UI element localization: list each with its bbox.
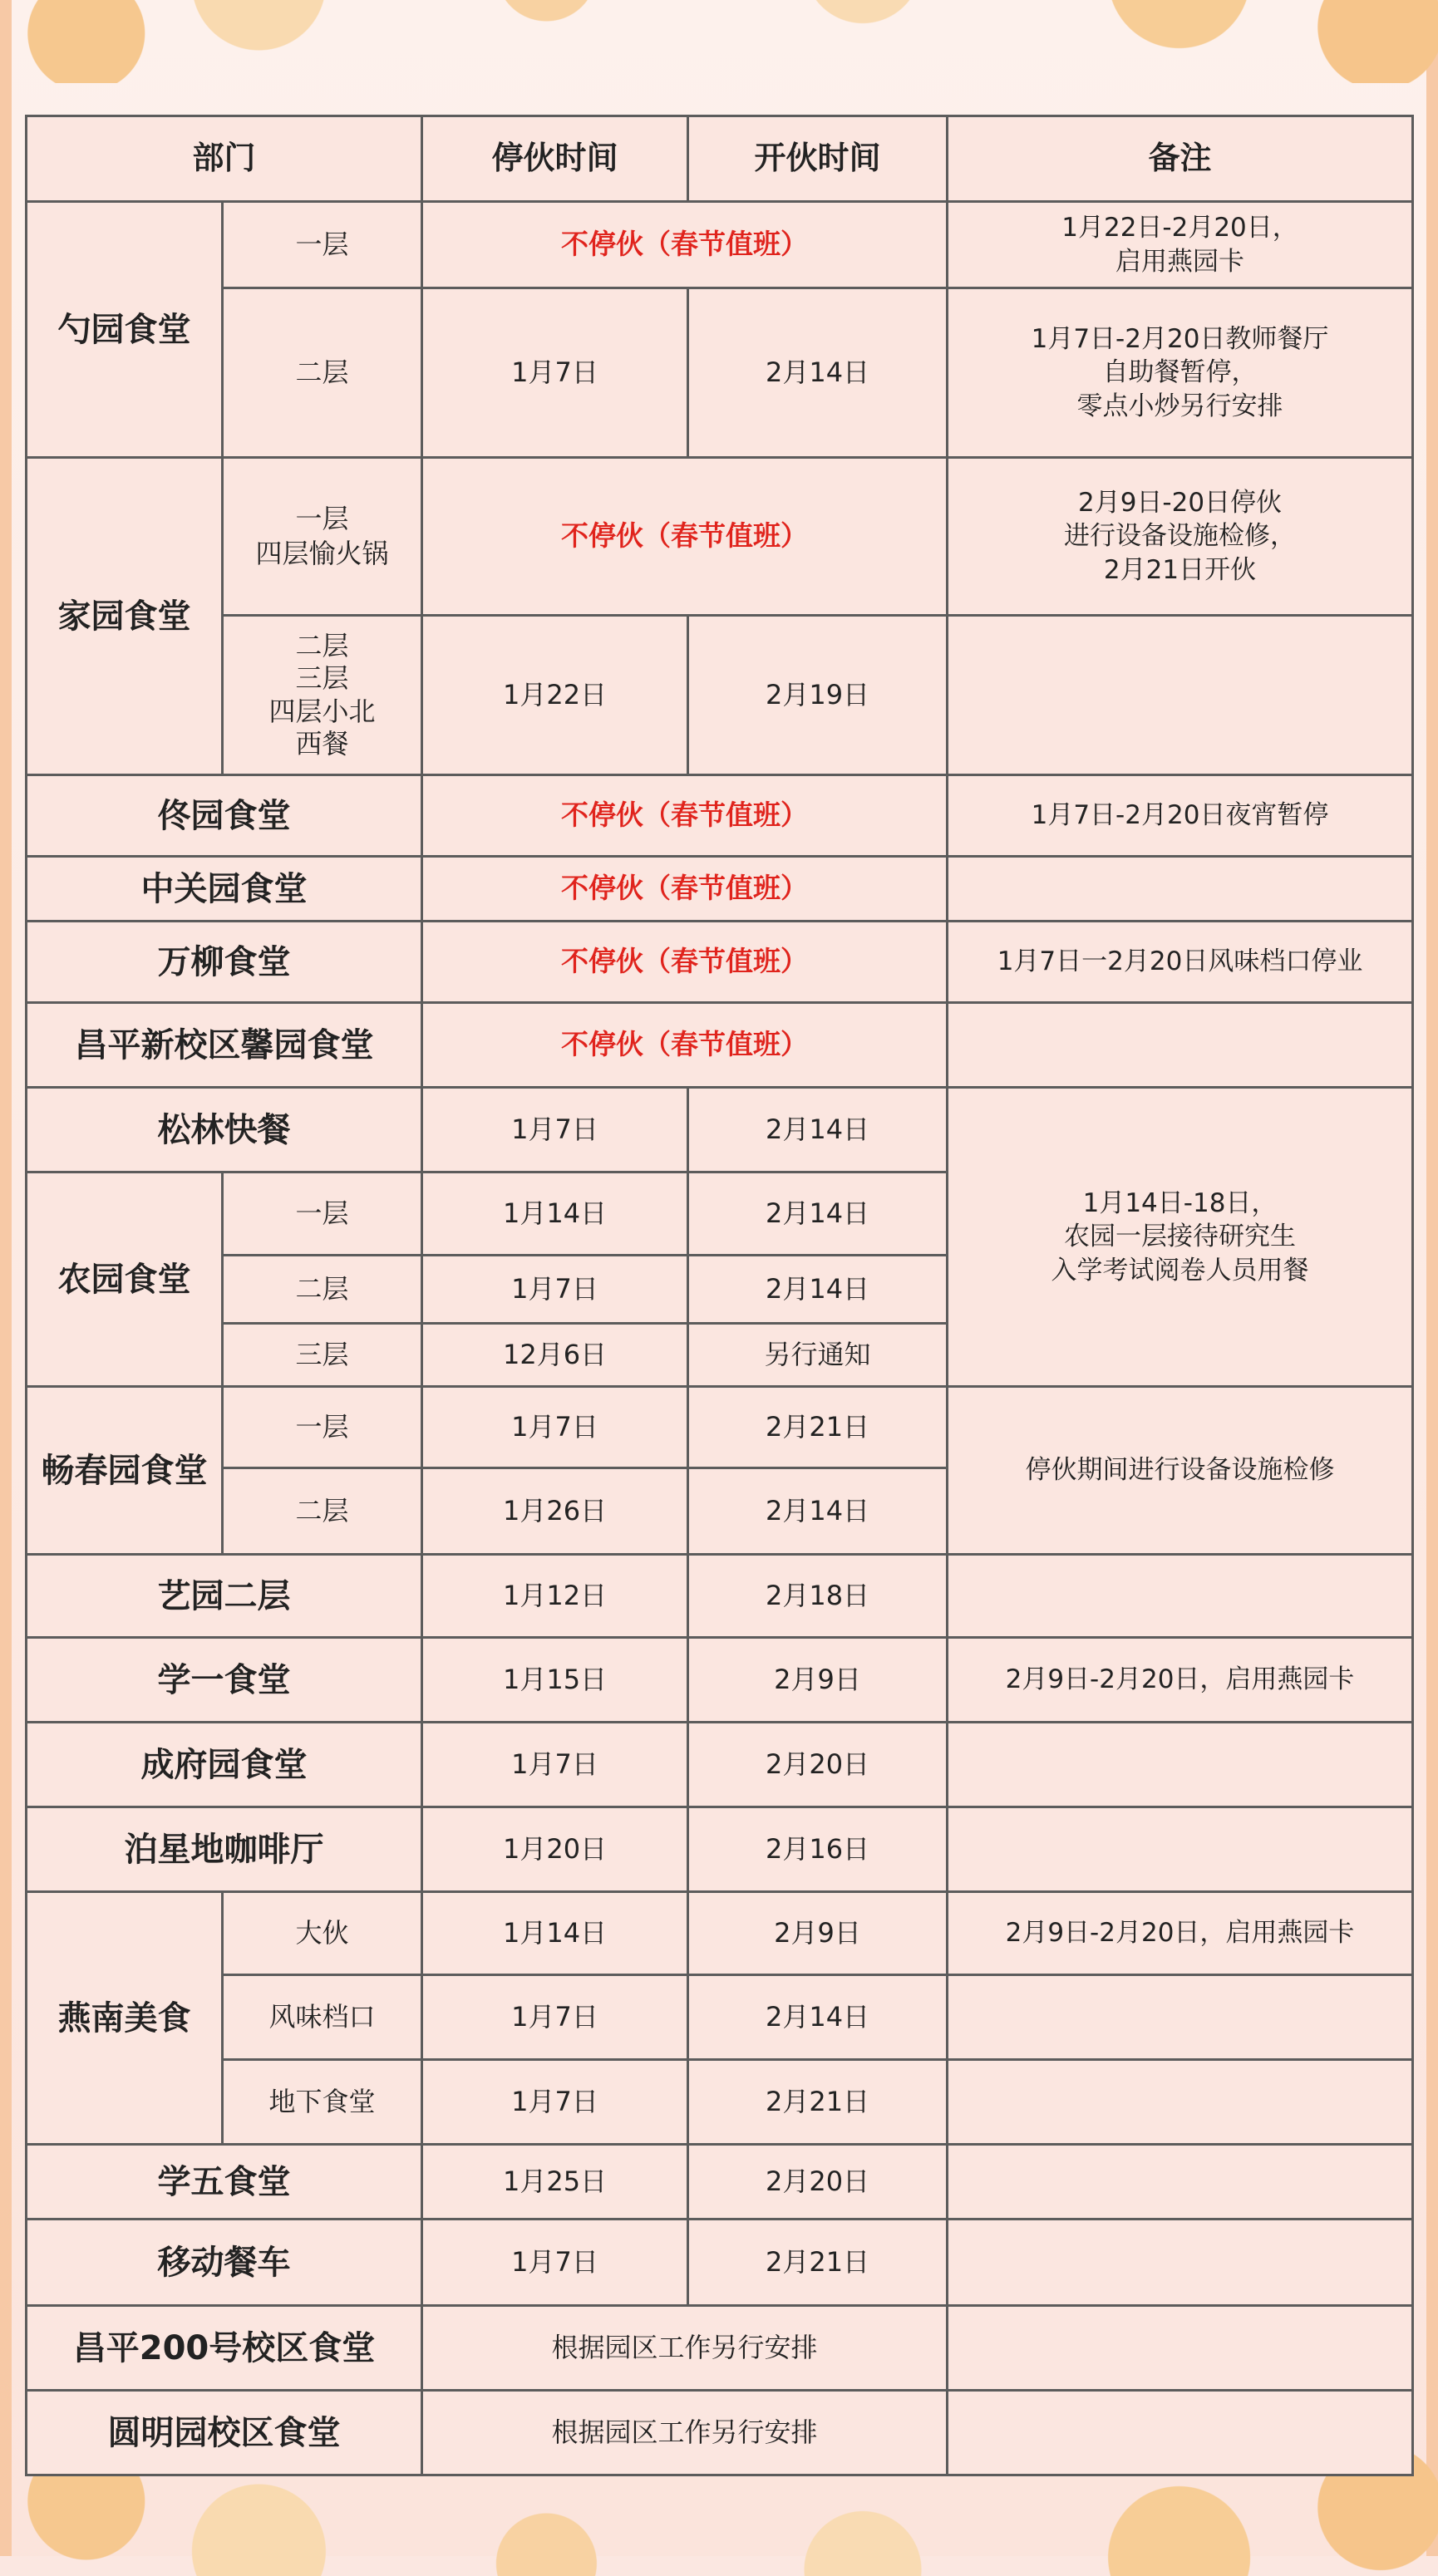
sub-floor: 三层 [223, 1324, 422, 1387]
start-date: 2月14日 [688, 1172, 948, 1256]
table-row [27, 2060, 1413, 2145]
stop-date: 1月14日 [422, 1892, 688, 1975]
stop-date: 1月7日 [422, 1975, 688, 2060]
start-date: 2月14日 [688, 1975, 948, 2060]
dept-name: 昌平200号校区食堂 [27, 2306, 422, 2391]
dept-name: 家园食堂 [27, 458, 223, 775]
dept-name: 昌平新校区馨园食堂 [27, 1003, 422, 1088]
start-date: 2月21日 [688, 2220, 948, 2306]
start-date: 2月21日 [688, 2060, 948, 2145]
start-date: 2月9日 [688, 1638, 948, 1723]
note-cell: 2月9日-2月20日，启用燕园卡 [948, 1892, 1413, 1975]
start-date: 2月20日 [688, 2145, 948, 2220]
sub-floor: 一层 [223, 202, 422, 288]
start-date: 2月14日 [688, 288, 948, 458]
stop-date: 1月12日 [422, 1555, 688, 1638]
note-cell: 停伙期间进行设备设施检修 [948, 1387, 1413, 1555]
sub-floor: 二层 [223, 1256, 422, 1324]
stop-date: 1月7日 [422, 2220, 688, 2306]
table-row [27, 2145, 1413, 2220]
header-row [27, 116, 1413, 202]
table-row [27, 1003, 1413, 1088]
dept-name: 中关园食堂 [27, 857, 422, 922]
note-cell [948, 2220, 1413, 2306]
start-date: 2月18日 [688, 1555, 948, 1638]
start-date: 2月20日 [688, 1723, 948, 1807]
note-cell [948, 2145, 1413, 2220]
table-row [27, 857, 1413, 922]
header-note: 备注 [948, 116, 1413, 202]
start-date: 2月16日 [688, 1807, 948, 1892]
table-row [27, 1892, 1413, 1975]
table-row [27, 202, 1413, 288]
stop-date: 1月25日 [422, 2145, 688, 2220]
stop-date: 1月7日 [422, 1387, 688, 1468]
status-cell: 不停伙（春节值班） [422, 857, 948, 922]
sub-floor: 一层 [223, 1387, 422, 1468]
dept-name: 佟园食堂 [27, 775, 422, 857]
start-date: 2月21日 [688, 1387, 948, 1468]
start-date: 2月9日 [688, 1892, 948, 1975]
stop-date: 1月15日 [422, 1638, 688, 1723]
stop-date: 1月14日 [422, 1172, 688, 1256]
dept-name: 燕南美食 [27, 1892, 223, 2145]
cloud-decoration-top [0, 0, 1438, 83]
status-cell: 根据园区工作另行安排 [422, 2306, 948, 2391]
note-cell: 1月7日-2月20日教师餐厅 自助餐暂停， 零点小炒另行安排 [948, 288, 1413, 458]
table-row [27, 2220, 1413, 2306]
note-cell: 2月9日-20日停伙 进行设备设施检修， 2月21日开伙 [948, 458, 1413, 616]
note-cell: 2月9日-2月20日，启用燕园卡 [948, 1638, 1413, 1723]
table-row [27, 458, 1413, 616]
table-row [27, 1555, 1413, 1638]
dept-name: 泊星地咖啡厅 [27, 1807, 422, 1892]
table-row [27, 1088, 1413, 1172]
sub-floor: 一层 四层愉火锅 [223, 458, 422, 616]
header-start-time: 开伙时间 [688, 116, 948, 202]
dept-name: 农园食堂 [27, 1172, 223, 1387]
start-date: 2月14日 [688, 1088, 948, 1172]
note-cell [948, 1555, 1413, 1638]
canteen-schedule-table [25, 115, 1414, 2476]
sub-floor: 二层 [223, 1468, 422, 1555]
status-cell: 不停伙（春节值班） [422, 775, 948, 857]
status-cell: 不停伙（春节值班） [422, 922, 948, 1003]
dept-name: 勺园食堂 [27, 202, 223, 458]
table-row [27, 1638, 1413, 1723]
note-cell [948, 2306, 1413, 2391]
status-cell: 不停伙（春节值班） [422, 1003, 948, 1088]
sub-floor: 一层 [223, 1172, 422, 1256]
note-cell [948, 1807, 1413, 1892]
status-cell: 不停伙（春节值班） [422, 202, 948, 288]
start-date: 2月14日 [688, 1256, 948, 1324]
dept-name: 成府园食堂 [27, 1723, 422, 1807]
dept-name: 圆明园校区食堂 [27, 2391, 422, 2475]
table-row [27, 1975, 1413, 2060]
table-row [27, 775, 1413, 857]
stop-date: 1月7日 [422, 1088, 688, 1172]
status-cell: 不停伙（春节值班） [422, 458, 948, 616]
dept-name: 学一食堂 [27, 1638, 422, 1723]
sub-floor: 大伙 [223, 1892, 422, 1975]
dept-name: 学五食堂 [27, 2145, 422, 2220]
dept-name: 松林快餐 [27, 1088, 422, 1172]
note-cell [948, 1975, 1413, 2060]
table-row [27, 2306, 1413, 2391]
stop-date: 1月7日 [422, 1723, 688, 1807]
sub-floor: 地下食堂 [223, 2060, 422, 2145]
dept-name: 移动餐车 [27, 2220, 422, 2306]
status-cell: 根据园区工作另行安排 [422, 2391, 948, 2475]
sub-floor: 二层 [223, 288, 422, 458]
stop-date: 12月6日 [422, 1324, 688, 1387]
stop-date: 1月7日 [422, 1256, 688, 1324]
table-row [27, 1807, 1413, 1892]
note-cell [948, 616, 1413, 775]
note-cell: 1月7日一2月20日风味档口停业 [948, 922, 1413, 1003]
note-cell [948, 857, 1413, 922]
note-cell [948, 2060, 1413, 2145]
start-date: 另行通知 [688, 1324, 948, 1387]
stop-date: 1月26日 [422, 1468, 688, 1555]
note-cell [948, 1003, 1413, 1088]
table-row [27, 288, 1413, 458]
stop-date: 1月7日 [422, 288, 688, 458]
table-row [27, 616, 1413, 775]
dept-name: 艺园二层 [27, 1555, 422, 1638]
sub-floor: 风味档口 [223, 1975, 422, 2060]
note-cell: 1月7日-2月20日夜宵暂停 [948, 775, 1413, 857]
stop-date: 1月7日 [422, 2060, 688, 2145]
stop-date: 1月20日 [422, 1807, 688, 1892]
sub-floor: 二层 三层 四层小北 西餐 [223, 616, 422, 775]
header-dept: 部门 [27, 116, 422, 202]
table-row [27, 1723, 1413, 1807]
dept-name: 畅春园食堂 [27, 1387, 223, 1555]
note-cell [948, 1723, 1413, 1807]
table-row [27, 922, 1413, 1003]
note-cell: 1月22日-2月20日， 启用燕园卡 [948, 202, 1413, 288]
note-cell [948, 2391, 1413, 2475]
table-row [27, 1387, 1413, 1468]
stop-date: 1月22日 [422, 616, 688, 775]
start-date: 2月14日 [688, 1468, 948, 1555]
note-cell: 1月14日-18日， 农园一层接待研究生 入学考试阅卷人员用餐 [948, 1088, 1413, 1387]
start-date: 2月19日 [688, 616, 948, 775]
dept-name: 万柳食堂 [27, 922, 422, 1003]
table-row [27, 2391, 1413, 2475]
header-stop-time: 停伙时间 [422, 116, 688, 202]
